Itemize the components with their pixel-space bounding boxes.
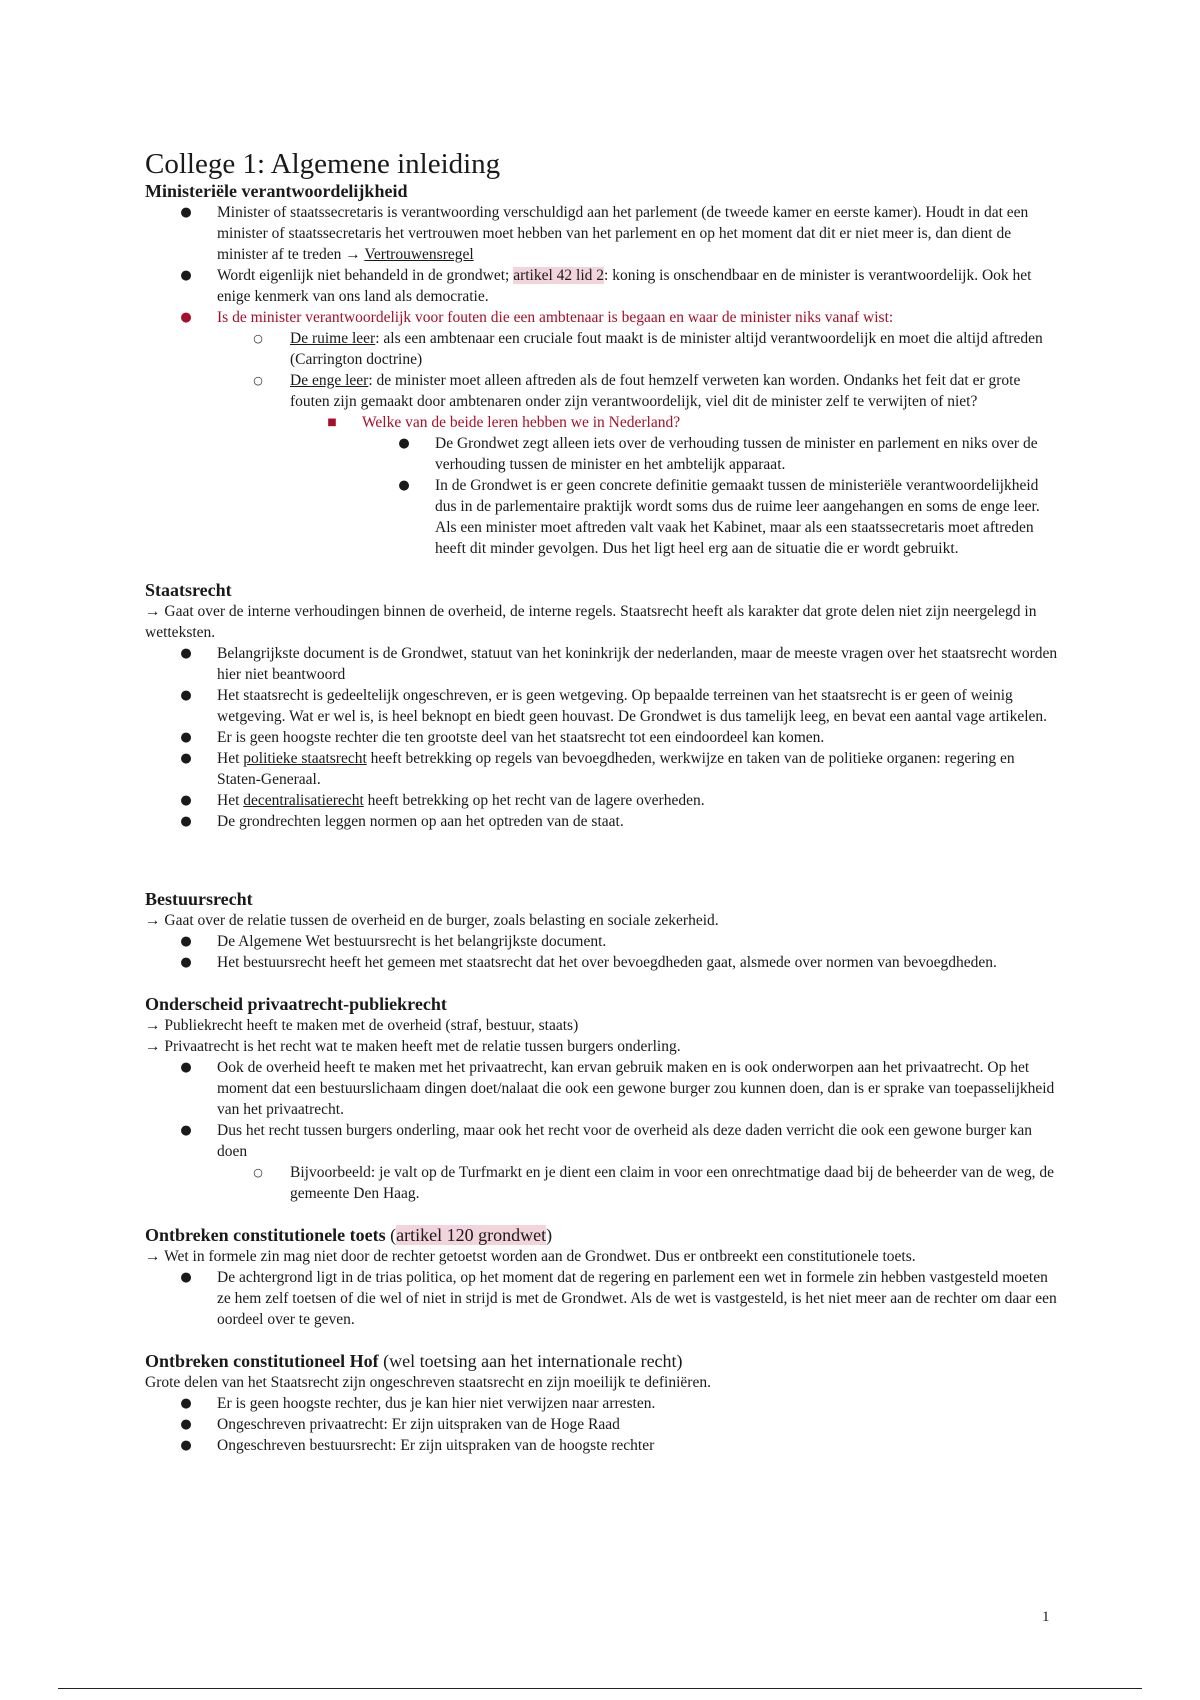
list-item <box>145 952 1060 973</box>
bullet-text: In de Grondwet is er geen concrete definitie gemaakt tussen de ministeriële verantwoordelijkheid dus in de parlementaire praktijk wordt soms dus de ruime leer aangehangen en soms de enge leer. Als een minister moet aftreden valt vaak het Kabinet, maar als een staatssecretaris moet aftreden heeft dit minder gevolgen. Dus het ligt heel erg aan de situatie die er wordt gebruikt. <box>435 477 1040 557</box>
bullet-text: Het bestuursrecht heeft het gemeen met staatsrecht dat het over bevoegdheden gaat, alsmede over normen van bevoegdheden. <box>217 954 997 971</box>
bullet-text: Minister of staatssecretaris is verantwoording verschuldigd aan het parlement (de tweede kamer en eerste kamer). Houdt in dat een minister of staatssecretaris het vertrouwen moet hebben van het parlement en op het moment dat dit er niet meer is, dan dient de minister af te treden → <box>217 204 1029 263</box>
list-item <box>145 370 1060 559</box>
bullet-text: Er is geen hoogste rechter die ten grootste deel van het staatsrecht tot een eindoordeel kan komen. <box>217 729 825 746</box>
heading-onderscheid: Onderscheid privaatrecht-publiekrecht <box>145 994 447 1014</box>
bullet-text: De grondrechten leggen normen op aan het optreden van de staat. <box>217 813 624 830</box>
circle-bullet-icon: ○ <box>253 374 263 387</box>
list-item <box>145 811 1060 832</box>
highlight-artikel-120: artikel 120 grondwet <box>396 1225 547 1245</box>
list-item <box>145 727 1060 748</box>
bullet-icon: ● <box>180 793 192 808</box>
bullet-icon: ● <box>398 436 410 451</box>
list-item <box>145 748 1060 790</box>
heading-ministeriele-verantwoordelijkheid: Ministeriële verantwoordelijkheid <box>145 181 408 201</box>
document-title: College 1: Algemene inleiding <box>145 148 501 180</box>
bullet-text: : de minister moet alleen aftreden als de fout hemzelf verweten kan worden. Ondanks het feit dat er grote fouten zijn gemaakt door ambtenaren onder zijn verantwoordelijk, viel dit de minister zelf te verwijten of niet? <box>290 372 1021 410</box>
bullet-icon: ● <box>180 268 192 283</box>
term-decentralisatierecht: decentralisatierecht <box>243 792 364 809</box>
publiekrecht-intro: → Publiekrecht heeft te maken met de overheid (straf, bestuur, staats) <box>145 1017 579 1034</box>
term-vertrouwensregel: Vertrouwensregel <box>364 246 474 263</box>
list-item <box>145 412 1060 559</box>
bullet-text: Belangrijkste document is de Grondwet, statuut van het koninkrijk der nederlanden, maar de meeste vragen over het staatsrecht worden hier niet beantwoord <box>217 645 1058 683</box>
list-item <box>145 1120 1060 1204</box>
heading-text: Ontbreken constitutioneel Hof <box>145 1351 379 1371</box>
bullet-text: heeft betrekking op regels van bevoegdheden, werkwijze en taken van de politieke organen: regering en Staten-Generaal. <box>217 750 1015 788</box>
heading-bestuursrecht: Bestuursrecht <box>145 889 253 909</box>
document-page <box>145 148 1060 1456</box>
bullet-text: heeft betrekking op het recht van de lagere overheden. <box>363 792 705 809</box>
list-staatsrecht <box>145 643 1060 832</box>
sublist-voorbeeld <box>145 1162 1060 1204</box>
list-item <box>145 433 1060 475</box>
paren-close: ) <box>546 1225 553 1245</box>
heading-constitutionele-toets <box>145 1224 1060 1246</box>
list-ministeriele <box>145 202 1060 559</box>
bullet-icon: ● <box>180 1417 192 1432</box>
hof-intro: Grote delen van het Staatsrecht zijn ongeschreven staatsrecht en zijn moeilijk te definiëren. <box>145 1374 711 1391</box>
bullet-icon: ● <box>180 1438 192 1453</box>
list-item <box>145 1393 1060 1414</box>
square-bullet-icon: ■ <box>327 417 337 428</box>
list-bestuursrecht <box>145 931 1060 973</box>
bullet-icon: ● <box>180 688 192 703</box>
question-text: Is de minister verantwoordelijk voor fouten die een ambtenaar is begaan en waar de minister niks vanaf wist: <box>217 309 894 326</box>
highlight-artikel-42: artikel 42 lid 2 <box>513 267 605 284</box>
bullet-text: Dus het recht tussen burgers onderling, maar ook het recht voor de overheid als deze daden verricht die ook een gewone burger kan doen <box>217 1122 1033 1160</box>
list-onderscheid <box>145 1057 1060 1204</box>
sublist-vraag <box>145 412 1060 559</box>
circle-bullet-icon: ○ <box>253 1166 263 1179</box>
bullet-text: Het <box>217 792 244 809</box>
term-ruime-leer: De ruime leer <box>290 330 376 347</box>
bullet-text: Ook de overheid heeft te maken met het privaatrecht, kan ervan gebruik maken en is ook onderworpen aan het privaatrecht. Op het moment dat een bestuurslichaam dingen doet/nalaat die ook een gewone burger zou kunnen doen, dan is er sprake van toepasselijkheid van het privaatrecht. <box>217 1059 1055 1118</box>
term-enge-leer: De enge leer <box>290 372 369 389</box>
list-item <box>145 790 1060 811</box>
question-text: Welke van de beide leren hebben we in Nederland? <box>362 414 681 431</box>
bullet-text: Het staatsrecht is gedeeltelijk ongeschreven, er is geen wetgeving. Op bepaalde terreinen van het staatsrecht is er geen of weinig wetgeving. Wat er wel is, is heel beknopt en biedt geen houvast. De Grondwet is dus tamelijk leeg, en bevat een aantal vage artikelen. <box>217 687 1048 725</box>
list-item <box>145 1414 1060 1435</box>
bullet-icon: ● <box>180 1396 192 1411</box>
bullet-text: : koning is onschendbaar en de minister is verantwoordelijk. Ook het enige kenmerk van ons land als democratie. <box>217 267 1032 305</box>
list-item <box>145 475 1060 559</box>
bullet-icon: ● <box>180 751 192 766</box>
list-item <box>145 265 1060 307</box>
bullet-icon: ● <box>180 934 192 949</box>
sublist-leren <box>145 328 1060 559</box>
page-number: 1 <box>1042 1609 1050 1625</box>
bullet-icon: ● <box>180 646 192 661</box>
list-item <box>145 1057 1060 1120</box>
bullet-icon: ● <box>180 205 192 220</box>
heading-text: Ontbreken constitutionele toets <box>145 1225 386 1245</box>
bullet-text: De Grondwet zegt alleen iets over de verhouding tussen de minister en parlement en niks over de verhouding tussen de minister en het ambtelijk apparaat. <box>435 435 1038 473</box>
bullet-icon: ● <box>180 814 192 829</box>
list-toets <box>145 1267 1060 1330</box>
list-item <box>145 1267 1060 1330</box>
footer-divider <box>58 1688 1142 1689</box>
paren-open: ( <box>385 1225 397 1245</box>
staatsrecht-intro: → Gaat over de interne verhoudingen binnen de overheid, de interne regels. Staatsrecht heeft als karakter dat grote delen niet zijn neergelegd in wetteksten. <box>145 603 1037 641</box>
bullet-text: Wordt eigenlijk niet behandeld in de grondwet; <box>217 267 514 284</box>
list-item <box>145 307 1060 559</box>
list-item <box>145 1162 1060 1204</box>
bullet-text: Er is geen hoogste rechter, dus je kan hier niet verwijzen naar arresten. <box>217 1395 656 1412</box>
bestuursrecht-intro: → Gaat over de relatie tussen de overheid en de burger, zoals belasting en sociale zekerheid. <box>145 912 719 929</box>
list-item <box>145 643 1060 685</box>
bullet-text: Ongeschreven bestuursrecht: Er zijn uitspraken van de hoogste rechter <box>217 1437 655 1454</box>
bullet-text: De Algemene Wet bestuursrecht is het belangrijkste document. <box>217 933 607 950</box>
bullet-text: Bijvoorbeeld: je valt op de Turfmarkt en je dient een claim in voor een onrechtmatige daad bij de beheerder van de weg, de gemeente Den Haag. <box>290 1164 1054 1202</box>
list-item <box>145 328 1060 370</box>
heading-constitutioneel-hof <box>145 1350 1060 1372</box>
list-item <box>145 1435 1060 1456</box>
list-hof <box>145 1393 1060 1456</box>
bullet-icon: ● <box>180 310 192 325</box>
circle-bullet-icon: ○ <box>253 332 263 345</box>
heading-staatsrecht: Staatsrecht <box>145 580 232 600</box>
sublist-antwoord <box>145 433 1060 559</box>
bullet-text: Het <box>217 750 244 767</box>
term-politieke-staatsrecht: politieke staatsrecht <box>243 750 367 767</box>
bullet-icon: ● <box>180 955 192 970</box>
toets-intro: → Wet in formele zin mag niet door de rechter getoetst worden aan de Grondwet. Dus er ontbreekt een constitutionele toets. <box>145 1248 916 1265</box>
list-item <box>145 685 1060 727</box>
list-item <box>145 931 1060 952</box>
bullet-icon: ● <box>180 730 192 745</box>
bullet-text: : als een ambtenaar een cruciale fout maakt is de minister altijd verantwoordelijk en moet die altijd aftreden (Carrington doctrine) <box>290 330 1043 368</box>
list-item <box>145 202 1060 265</box>
heading-suffix: (wel toetsing aan het internationale recht) <box>378 1351 683 1371</box>
bullet-text: De achtergrond ligt in de trias politica, op het moment dat de regering en parlement een wet in formele zin hebben vastgesteld moeten ze hem zelf toetsen of die wel of niet in strijd is met de Grondwet. Als de wet is vastgesteld, is het niet meer aan de rechter om daar een oordeel over te geven. <box>217 1269 1057 1328</box>
bullet-icon: ● <box>180 1270 192 1285</box>
privaatrecht-intro: → Privaatrecht is het recht wat te maken heeft met de relatie tussen burgers onderling. <box>145 1038 681 1055</box>
bullet-text: Ongeschreven privaatrecht: Er zijn uitspraken van de Hoge Raad <box>217 1416 620 1433</box>
bullet-icon: ● <box>180 1060 192 1075</box>
bullet-icon: ● <box>398 478 410 493</box>
bullet-icon: ● <box>180 1123 192 1138</box>
